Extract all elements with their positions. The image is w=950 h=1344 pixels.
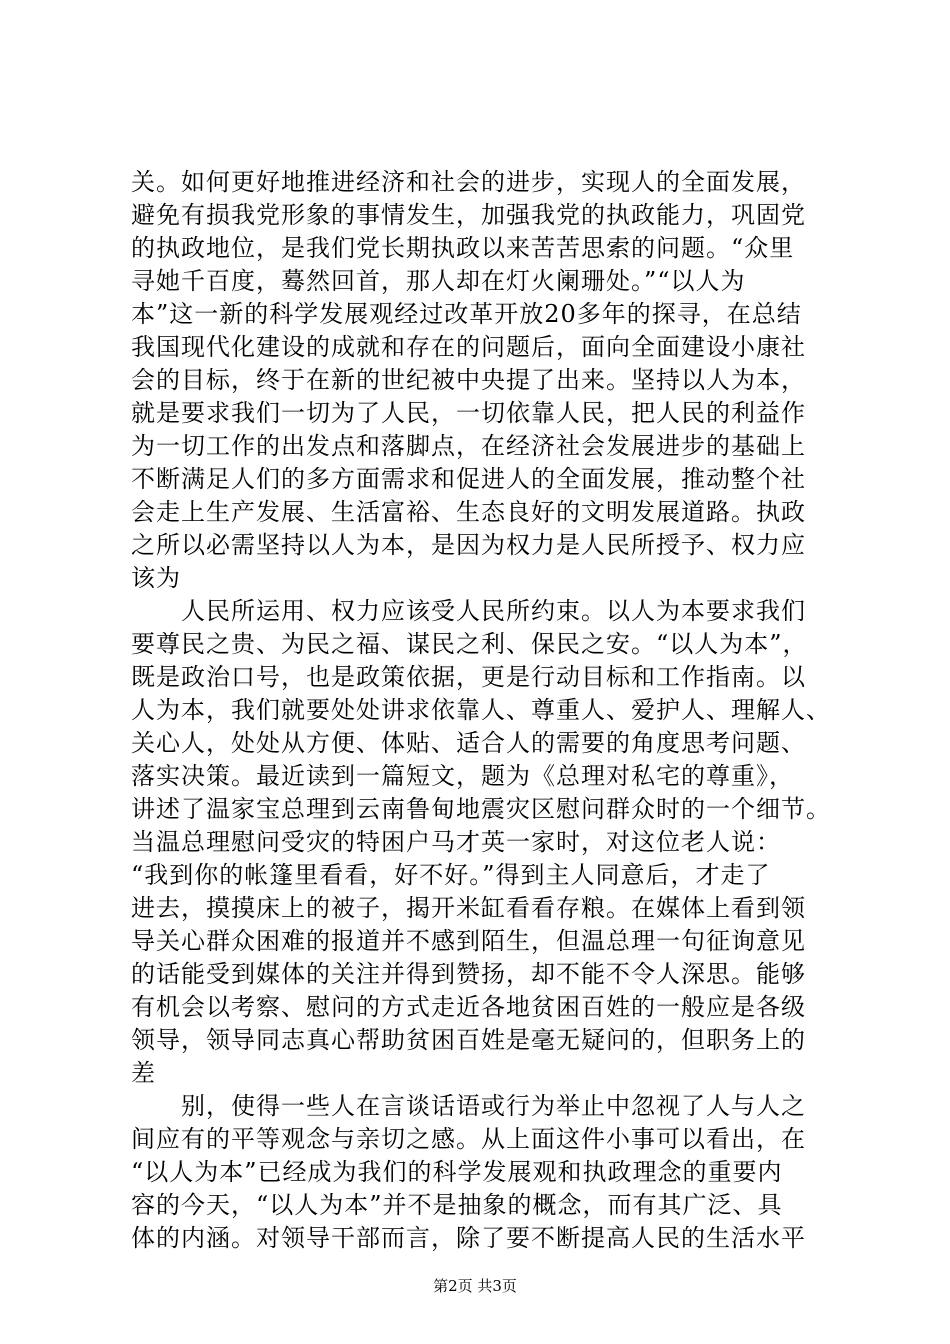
text-line: “以人为本”已经成为我们的科学发展观和执政理念的重要内 <box>131 1158 783 1186</box>
text-line: 的执政地位，是我们党长期执政以来苦苦思索的问题。“众里 <box>131 234 795 262</box>
text-line: 该为 <box>131 564 181 592</box>
text-line: 有机会以考察、慰问的方式走近各地贫困百姓的一般应是各级 <box>131 993 806 1021</box>
text-line-indented: 别，使得一些人在言谈话语或行为举止中忽视了人与人之 <box>181 1092 806 1120</box>
text-line: 会的目标，终于在新的世纪被中央提了出来。坚持以人为本， <box>131 366 806 394</box>
text-line: 人为本，我们就要处处讲求依靠人、尊重人、爱护人、理解人、 <box>131 696 831 724</box>
text-line: 避免有损我党形象的事情发生，加强我党的执政能力，巩固党 <box>131 201 806 229</box>
text-line: 关。如何更好地推进经济和社会的进步，实现人的全面发展， <box>131 168 806 196</box>
text-line: 导关心群众困难的报道并不感到陌生，但温总理一句征询意见 <box>131 927 806 955</box>
text-line-indented: 人民所运用、权力应该受人民所约束。以人为本要求我们 <box>181 597 806 625</box>
text-line: 既是政治口号，也是政策依据，更是行动目标和工作指南。以 <box>131 663 806 691</box>
text-line: 体的内涵。对领导干部而言，除了要不断提高人民的生活水平 <box>131 1224 806 1252</box>
text-line: 会走上生产发展、生活富裕、生态良好的文明发展道路。执政 <box>131 498 806 526</box>
text-line: 当温总理慰问受灾的特困户马才英一家时，对这位老人说： <box>131 828 781 856</box>
text-line: 差 <box>131 1059 156 1087</box>
text-line: 的话能受到媒体的关注并得到赞扬，却不能不令人深思。能够 <box>131 960 806 988</box>
body-text <box>131 166 831 1255</box>
text-line: 为一切工作的出发点和落脚点，在经济社会发展进步的基础上 <box>131 432 806 460</box>
text-line: 落实决策。最近读到一篇短文，题为《总理对私宅的尊重》， <box>131 762 794 790</box>
text-line: 我国现代化建设的成就和存在的问题后，面向全面建设小康社 <box>131 333 806 361</box>
text-line: 要尊民之贵、为民之福、谋民之利、保民之安。“以人为本”， <box>131 630 808 658</box>
text-line: 就是要求我们一切为了人民，一切依靠人民，把人民的利益作 <box>131 399 806 427</box>
text-line: 本”这一新的科学发展观经过改革开放20多年的探寻，在总结 <box>131 300 802 328</box>
text-line: 讲述了温家宝总理到云南鲁甸地震灾区慰问群众时的一个细节。 <box>131 795 831 823</box>
text-line: 不断满足人们的多方面需求和促进人的全面发展，推动整个社 <box>131 465 806 493</box>
page-number-footer: 第2页 共3页 <box>433 1277 517 1295</box>
text-line: 关心人，处处从方便、体贴、适合人的需要的角度思考问题、 <box>131 729 806 757</box>
text-line: 容的今天，“以人为本”并不是抽象的概念，而有其广泛、具 <box>131 1191 783 1219</box>
text-line: 寻她千百度，蓦然回首，那人却在灯火阑珊处。”“以人为 <box>131 267 746 295</box>
text-line: 之所以必需坚持以人为本，是因为权力是人民所授予、权力应 <box>131 531 806 559</box>
text-line: 领导，领导同志真心帮助贫困百姓是毫无疑问的，但职务上的 <box>131 1026 806 1054</box>
text-line: 间应有的平等观念与亲切之感。从上面这件小事可以看出，在 <box>131 1125 806 1153</box>
text-line: “我到你的帐篷里看看，好不好。”得到主人同意后，才走了 <box>131 861 771 889</box>
text-line: 进去，摸摸床上的被子，揭开米缸看看存粮。在媒体上看到领 <box>131 894 806 922</box>
